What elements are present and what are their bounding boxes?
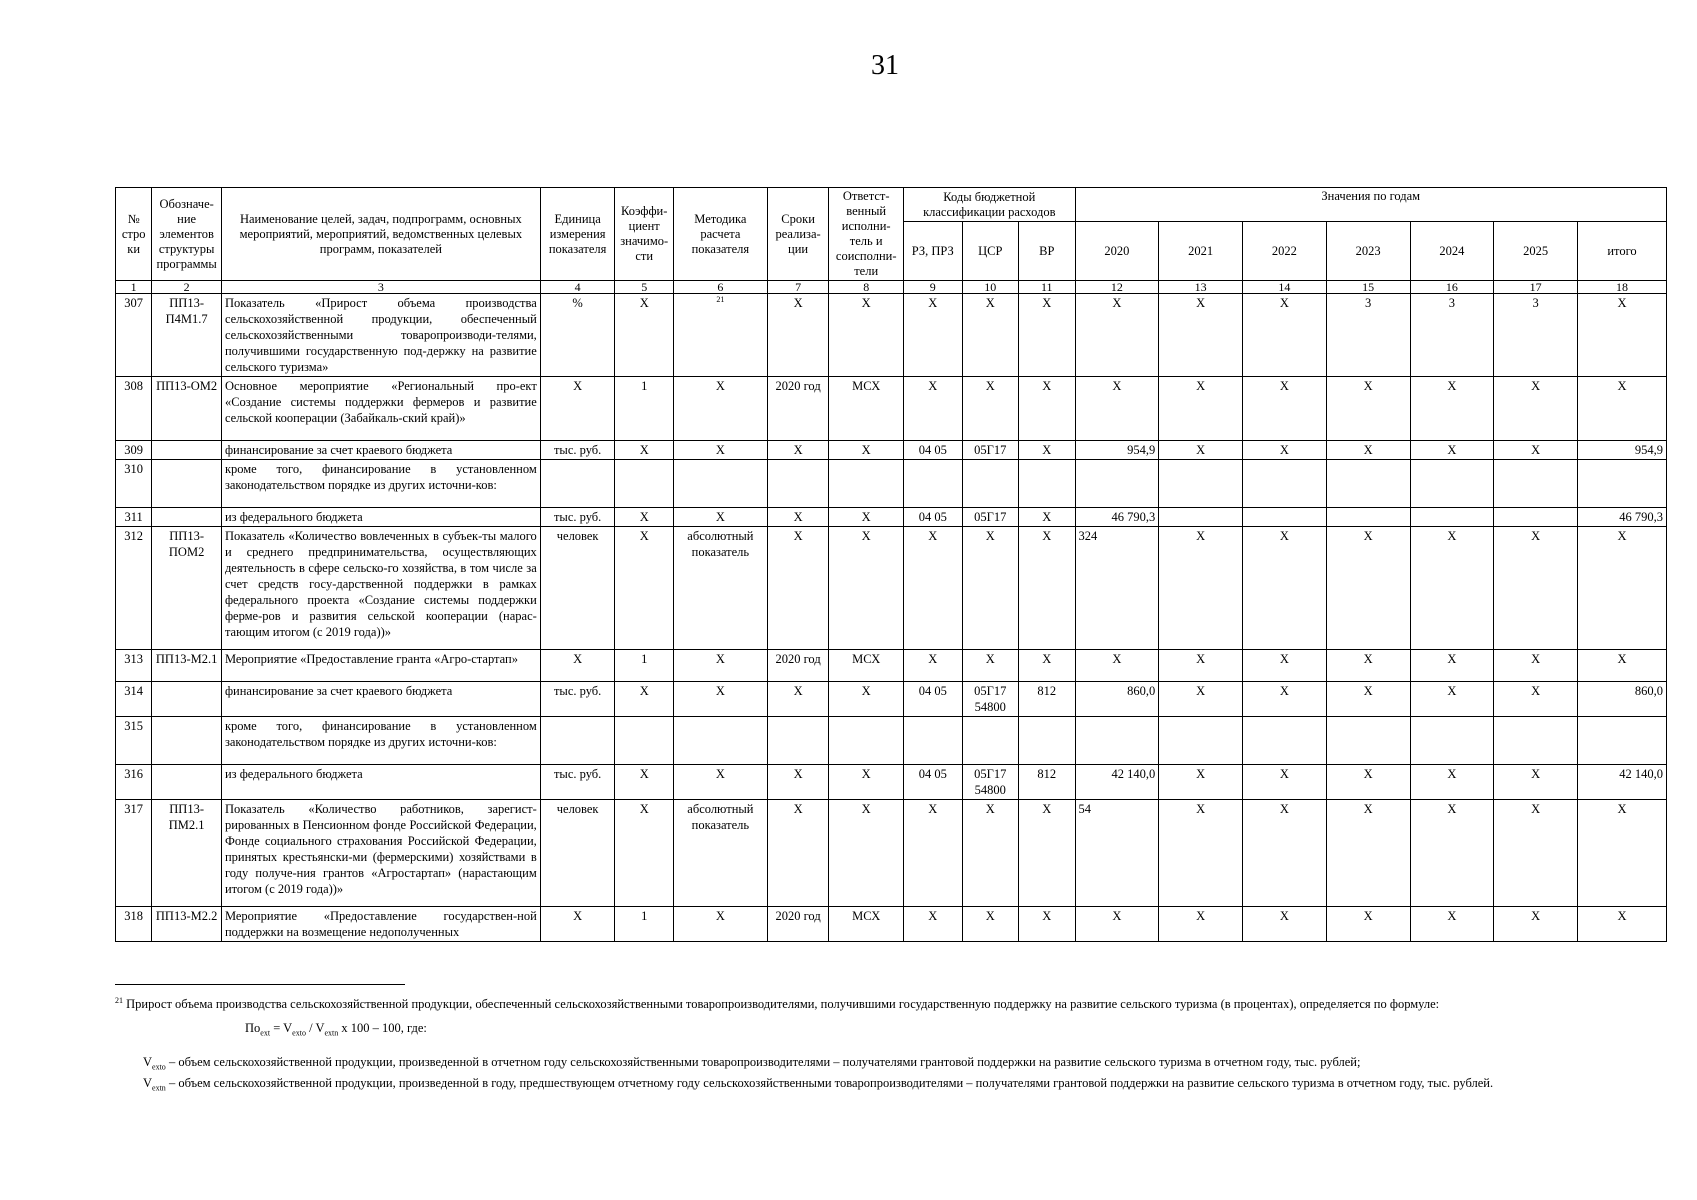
row-designation [152, 682, 222, 717]
row-value-2023 [1326, 508, 1410, 527]
row-number: 318 [116, 907, 152, 942]
row-value-2025: X [1494, 527, 1578, 650]
row-value-2020: X [1075, 294, 1159, 377]
row-coefficient: X [615, 508, 674, 527]
row-value-2022: X [1243, 294, 1327, 377]
row-rz: 04 05 [904, 682, 963, 717]
row-coefficient: X [615, 682, 674, 717]
page-number: 31 [871, 50, 899, 81]
row-vr: X [1019, 441, 1076, 460]
row-csr: X [962, 907, 1019, 942]
column-numbers-row [116, 281, 1667, 294]
row-responsible: X [829, 294, 904, 377]
row-method: абсолютный показатель [673, 800, 767, 907]
column-number: 5 [615, 281, 674, 294]
table-row [116, 682, 1667, 717]
row-unit: тыс. руб. [540, 765, 615, 800]
row-vr: X [1019, 907, 1076, 942]
row-terms: X [767, 294, 829, 377]
row-unit [540, 460, 615, 508]
row-name: Мероприятие «Предоставление государствен-ной поддержки на возмещение недополученных [221, 907, 540, 942]
row-designation: ПП13-М2.2 [152, 907, 222, 942]
footnote-definition [115, 1075, 1665, 1097]
column-number: 3 [221, 281, 540, 294]
footnote-mark: 21 [115, 995, 123, 1005]
definition-symbol: V [143, 1054, 153, 1069]
footnote-reference: 21 [716, 294, 725, 304]
formula-part: x 100 – 100, где: [338, 1021, 427, 1035]
row-value-2021: X [1159, 682, 1243, 717]
row-method: X [673, 907, 767, 942]
row-value-total [1578, 717, 1667, 765]
row-terms: X [767, 508, 829, 527]
row-value-2025 [1494, 508, 1578, 527]
row-value-2024: X [1410, 527, 1494, 650]
row-value-2025: X [1494, 441, 1578, 460]
row-terms: 2020 год [767, 377, 829, 441]
row-value-2023: 3 [1326, 294, 1410, 377]
table-row [116, 508, 1667, 527]
row-value-2024: X [1410, 682, 1494, 717]
row-terms: X [767, 441, 829, 460]
row-responsible: X [829, 682, 904, 717]
definition-text: – объем сельскохозяйственной продукции, произведенной в году, предшествующем отчетному году сельскохозяйственными товаропроизводителями – получателями грантовой поддержки на развитие сельского туризма в отчетном году, тыс. рублей. [165, 1076, 1494, 1090]
row-vr: 812 [1019, 682, 1076, 717]
row-coefficient: X [615, 765, 674, 800]
row-value-2021: X [1159, 907, 1243, 942]
row-value-2020: X [1075, 907, 1159, 942]
row-value-2022: X [1243, 765, 1327, 800]
row-number: 310 [116, 460, 152, 508]
row-value-2020: 54 [1075, 800, 1159, 907]
header-num: № строки [116, 188, 152, 281]
row-value-total: 954,9 [1578, 441, 1667, 460]
column-number: 18 [1578, 281, 1667, 294]
row-name: Показатель «Прирост объема производства сельскохозяйственной продукции, обеспеченный сельскохозяйственными товаропроизводи-телями, получившими государственную под-держку на развитие сельского туризма» [221, 294, 540, 377]
column-number: 6 [673, 281, 767, 294]
row-value-2024: X [1410, 650, 1494, 682]
column-number: 1 [116, 281, 152, 294]
header-csr: ЦСР [962, 222, 1019, 281]
row-value-total: X [1578, 377, 1667, 441]
row-csr: 05Г17 54800 [962, 682, 1019, 717]
row-value-2025: X [1494, 682, 1578, 717]
row-coefficient: X [615, 800, 674, 907]
row-designation [152, 717, 222, 765]
row-value-2024 [1410, 508, 1494, 527]
row-number: 315 [116, 717, 152, 765]
row-method [673, 717, 767, 765]
row-value-2020: 324 [1075, 527, 1159, 650]
row-value-2022: X [1243, 527, 1327, 650]
row-name: финансирование за счет краевого бюджета [221, 441, 540, 460]
row-name: из федерального бюджета [221, 765, 540, 800]
row-method: X [673, 508, 767, 527]
row-unit: тыс. руб. [540, 682, 615, 717]
row-name: Показатель «Количество работников, зарегист-рированных в Пенсионном фонде Российской Федерации, Фонде социального страхования Российской Федерации, принятых крестьянски-ми (фермерскими) хозяйствами в году получе-ния грантов «Агростартап» (нарастающим итогом (с 2019 года))» [221, 800, 540, 907]
row-value-2023: X [1326, 527, 1410, 650]
row-vr: X [1019, 800, 1076, 907]
row-designation: ПП13-М2.1 [152, 650, 222, 682]
table-body [116, 294, 1667, 942]
header-vr: ВР [1019, 222, 1076, 281]
row-coefficient: X [615, 294, 674, 377]
row-value-2020: 860,0 [1075, 682, 1159, 717]
row-value-2025 [1494, 717, 1578, 765]
column-number: 17 [1494, 281, 1578, 294]
row-responsible: X [829, 800, 904, 907]
row-number: 309 [116, 441, 152, 460]
column-number: 2 [152, 281, 222, 294]
column-number: 4 [540, 281, 615, 294]
row-value-2024: X [1410, 800, 1494, 907]
row-vr: 812 [1019, 765, 1076, 800]
formula-part: extn [324, 1028, 339, 1038]
header-resp: Ответст-венный исполни-тель и соисполни-тели [829, 188, 904, 281]
column-number: 7 [767, 281, 829, 294]
row-value-2024 [1410, 460, 1494, 508]
row-coefficient: X [615, 527, 674, 650]
row-number: 311 [116, 508, 152, 527]
footnote-body: Прирост объема производства сельскохозяйственной продукции, обеспеченный сельскохозяйственными товаропроизводителями, получившими государственную поддержку на развитие сельского туризма (в процентах), определяется по формуле: [126, 997, 1440, 1011]
row-rz [904, 717, 963, 765]
row-responsible: МСХ [829, 907, 904, 942]
row-responsible: МСХ [829, 377, 904, 441]
row-csr: X [962, 527, 1019, 650]
definition-text: – объем сельскохозяйственной продукции, произведенной в отчетном году сельскохозяйственными товаропроизводителями – получателями грантовой поддержки на развитие сельского туризма в отчетном году, тыс. рублей; [165, 1054, 1361, 1069]
row-responsible: МСХ [829, 650, 904, 682]
row-vr: X [1019, 294, 1076, 377]
row-coefficient [615, 717, 674, 765]
row-value-2021: X [1159, 800, 1243, 907]
row-value-2022: X [1243, 650, 1327, 682]
row-value-2022: X [1243, 441, 1327, 460]
row-method [673, 294, 767, 377]
row-rz: 04 05 [904, 441, 963, 460]
row-value-2022: X [1243, 907, 1327, 942]
row-designation [152, 441, 222, 460]
row-value-2023: X [1326, 441, 1410, 460]
header-values: Значения по годам [1075, 188, 1666, 222]
row-value-2024 [1410, 717, 1494, 765]
row-coefficient: 1 [615, 650, 674, 682]
column-number: 13 [1159, 281, 1243, 294]
row-value-2022: X [1243, 682, 1327, 717]
row-value-total: X [1578, 907, 1667, 942]
row-terms: X [767, 800, 829, 907]
row-value-2022 [1243, 508, 1327, 527]
header-year: 2021 [1159, 222, 1243, 281]
row-value-2023: X [1326, 682, 1410, 717]
row-vr [1019, 460, 1076, 508]
row-value-2024: 3 [1410, 294, 1494, 377]
column-number: 15 [1326, 281, 1410, 294]
definition-symbol-sub: extn [152, 1083, 166, 1093]
column-number: 16 [1410, 281, 1494, 294]
row-method: X [673, 682, 767, 717]
row-vr [1019, 717, 1076, 765]
row-value-2023: X [1326, 650, 1410, 682]
row-value-total: X [1578, 527, 1667, 650]
row-rz: X [904, 800, 963, 907]
row-coefficient: X [615, 441, 674, 460]
row-method [673, 460, 767, 508]
row-value-2021: X [1159, 377, 1243, 441]
row-value-2022: X [1243, 377, 1327, 441]
row-unit: человек [540, 800, 615, 907]
row-method: X [673, 441, 767, 460]
row-terms: 2020 год [767, 650, 829, 682]
row-value-2020: X [1075, 377, 1159, 441]
row-value-2023 [1326, 460, 1410, 508]
row-designation: ПП13-П4М1.7 [152, 294, 222, 377]
row-vr: X [1019, 650, 1076, 682]
table-row [116, 907, 1667, 942]
header-total: итого [1578, 222, 1667, 281]
row-value-total [1578, 460, 1667, 508]
row-value-2025: X [1494, 907, 1578, 942]
row-value-total: X [1578, 650, 1667, 682]
row-method: X [673, 377, 767, 441]
row-coefficient [615, 460, 674, 508]
table-row [116, 765, 1667, 800]
row-responsible: X [829, 765, 904, 800]
column-number: 8 [829, 281, 904, 294]
row-rz: 04 05 [904, 765, 963, 800]
row-unit: тыс. руб. [540, 441, 615, 460]
row-csr [962, 717, 1019, 765]
row-name: Показатель «Количество вовлеченных в субъек-ты малого и среднего предпринимательства, осуществляющих деятельность в сфере сельско-го хозяйства, в том числе за счет средств госу-дарственной поддержки в рамках федерального проекта «Создание системы поддержки ферме-ров и развития сельской кооперации (нарас-тающим итогом (с 2019 года))» [221, 527, 540, 650]
row-csr: 05Г17 [962, 508, 1019, 527]
row-coefficient: 1 [615, 907, 674, 942]
row-designation: ПП13-ОМ2 [152, 377, 222, 441]
header-rz: РЗ, ПРЗ [904, 222, 963, 281]
row-value-2022 [1243, 460, 1327, 508]
header-designation: Обозначе-ние элементов структуры программы [152, 188, 222, 281]
row-value-2021: X [1159, 294, 1243, 377]
footnotes [115, 996, 1665, 1097]
row-value-2020: 46 790,3 [1075, 508, 1159, 527]
row-rz: X [904, 527, 963, 650]
row-csr: X [962, 650, 1019, 682]
row-value-total: 860,0 [1578, 682, 1667, 717]
header-name: Наименование целей, задач, подпрограмм, основных мероприятий, мероприятий, ведомственных целевых программ, показателей [221, 188, 540, 281]
header-unit: Единица измерения показателя [540, 188, 615, 281]
row-terms [767, 717, 829, 765]
row-rz: 04 05 [904, 508, 963, 527]
row-designation: ПП13-ПМ2.1 [152, 800, 222, 907]
row-terms: X [767, 765, 829, 800]
row-name: финансирование за счет краевого бюджета [221, 682, 540, 717]
row-value-2020: 954,9 [1075, 441, 1159, 460]
row-value-2024: X [1410, 765, 1494, 800]
row-value-2023: X [1326, 765, 1410, 800]
row-csr: 05Г17 54800 [962, 765, 1019, 800]
row-value-2021: X [1159, 765, 1243, 800]
row-designation: ПП13-ПОМ2 [152, 527, 222, 650]
formula-part: / V [305, 1021, 325, 1035]
table-row [116, 294, 1667, 377]
row-value-2022 [1243, 717, 1327, 765]
row-number: 308 [116, 377, 152, 441]
row-name: кроме того, финансирование в установленном законодательством порядке из других источни-ков: [221, 460, 540, 508]
column-number: 10 [962, 281, 1019, 294]
row-designation [152, 765, 222, 800]
table-row [116, 800, 1667, 907]
formula-part: = V [270, 1021, 293, 1035]
formula-part: ext [260, 1028, 271, 1038]
row-method: X [673, 650, 767, 682]
row-terms: 2020 год [767, 907, 829, 942]
row-name: Основное мероприятие «Региональный про-ект «Создание системы поддержки фермеров и развитие сельской кооперации (Забайкаль-ский край)» [221, 377, 540, 441]
row-value-total: X [1578, 800, 1667, 907]
table-row [116, 717, 1667, 765]
row-value-2025 [1494, 460, 1578, 508]
row-csr: X [962, 294, 1019, 377]
row-csr [962, 460, 1019, 508]
row-csr: X [962, 377, 1019, 441]
row-number: 314 [116, 682, 152, 717]
row-number: 312 [116, 527, 152, 650]
formula-part: По [245, 1021, 261, 1035]
row-unit: X [540, 907, 615, 942]
row-value-2023 [1326, 717, 1410, 765]
header-year: 2024 [1410, 222, 1494, 281]
formula-part: exto [292, 1028, 306, 1038]
header-coef: Коэффи-циент значимо-сти [615, 188, 674, 281]
row-name: из федерального бюджета [221, 508, 540, 527]
column-number: 14 [1243, 281, 1327, 294]
row-method: абсолютный показатель [673, 527, 767, 650]
row-value-total: 42 140,0 [1578, 765, 1667, 800]
header-codes: Коды бюджетной классификации расходов [904, 188, 1076, 222]
row-vr: X [1019, 527, 1076, 650]
row-csr: 05Г17 [962, 441, 1019, 460]
row-value-2025: 3 [1494, 294, 1578, 377]
row-vr: X [1019, 377, 1076, 441]
header-terms: Сроки реализа-ции [767, 188, 829, 281]
row-value-2021 [1159, 717, 1243, 765]
row-terms: X [767, 527, 829, 650]
row-value-total: 46 790,3 [1578, 508, 1667, 527]
row-name: кроме того, финансирование в установленном законодательством порядке из других источни-ков: [221, 717, 540, 765]
row-value-2021: X [1159, 650, 1243, 682]
column-number: 11 [1019, 281, 1076, 294]
footnote-text [115, 996, 1665, 1012]
row-rz: X [904, 294, 963, 377]
table-row [116, 650, 1667, 682]
row-designation [152, 460, 222, 508]
row-rz: X [904, 377, 963, 441]
row-value-2025: X [1494, 765, 1578, 800]
row-responsible [829, 460, 904, 508]
row-number: 317 [116, 800, 152, 907]
row-terms: X [767, 682, 829, 717]
row-unit [540, 717, 615, 765]
row-unit: человек [540, 527, 615, 650]
header-year: 2022 [1243, 222, 1327, 281]
row-value-2023: X [1326, 800, 1410, 907]
row-responsible: X [829, 527, 904, 650]
row-value-2023: X [1326, 377, 1410, 441]
row-responsible: X [829, 441, 904, 460]
row-rz [904, 460, 963, 508]
row-value-2025: X [1494, 800, 1578, 907]
row-value-2021 [1159, 460, 1243, 508]
row-value-2024: X [1410, 377, 1494, 441]
column-number: 12 [1075, 281, 1159, 294]
row-responsible [829, 717, 904, 765]
row-name: Мероприятие «Предоставление гранта «Агро-стартап» [221, 650, 540, 682]
footnote-divider [115, 984, 405, 985]
row-number: 313 [116, 650, 152, 682]
row-value-2020: 42 140,0 [1075, 765, 1159, 800]
row-vr: X [1019, 508, 1076, 527]
row-value-2025: X [1494, 377, 1578, 441]
table-row [116, 527, 1667, 650]
row-number: 316 [116, 765, 152, 800]
row-value-2024: X [1410, 907, 1494, 942]
row-coefficient: 1 [615, 377, 674, 441]
header-year: 2020 [1075, 222, 1159, 281]
table-row [116, 460, 1667, 508]
row-csr: X [962, 800, 1019, 907]
row-unit: X [540, 650, 615, 682]
row-designation [152, 508, 222, 527]
footnote-definition [115, 1054, 1665, 1076]
row-value-2021: X [1159, 527, 1243, 650]
row-value-2022: X [1243, 800, 1327, 907]
row-number: 307 [116, 294, 152, 377]
header-year: 2023 [1326, 222, 1410, 281]
table-row [116, 441, 1667, 460]
row-responsible: X [829, 508, 904, 527]
definition-symbol-sub: exto [152, 1062, 166, 1071]
row-rz: X [904, 650, 963, 682]
header-method: Методика расчета показателя [673, 188, 767, 281]
row-value-2020: X [1075, 650, 1159, 682]
row-value-2023: X [1326, 907, 1410, 942]
row-value-2020 [1075, 460, 1159, 508]
row-unit: % [540, 294, 615, 377]
definition-symbol: V [143, 1076, 153, 1090]
row-unit: тыс. руб. [540, 508, 615, 527]
column-number: 9 [904, 281, 963, 294]
row-rz: X [904, 907, 963, 942]
footnote-formula [245, 1020, 1665, 1042]
row-value-2025: X [1494, 650, 1578, 682]
row-terms [767, 460, 829, 508]
header-year: 2025 [1494, 222, 1578, 281]
table-row [116, 377, 1667, 441]
row-value-2020 [1075, 717, 1159, 765]
program-indicators-table [115, 187, 1667, 942]
row-value-2021: X [1159, 441, 1243, 460]
row-value-2021 [1159, 508, 1243, 527]
row-method: X [673, 765, 767, 800]
row-unit: X [540, 377, 615, 441]
row-value-2024: X [1410, 441, 1494, 460]
row-value-total: X [1578, 294, 1667, 377]
